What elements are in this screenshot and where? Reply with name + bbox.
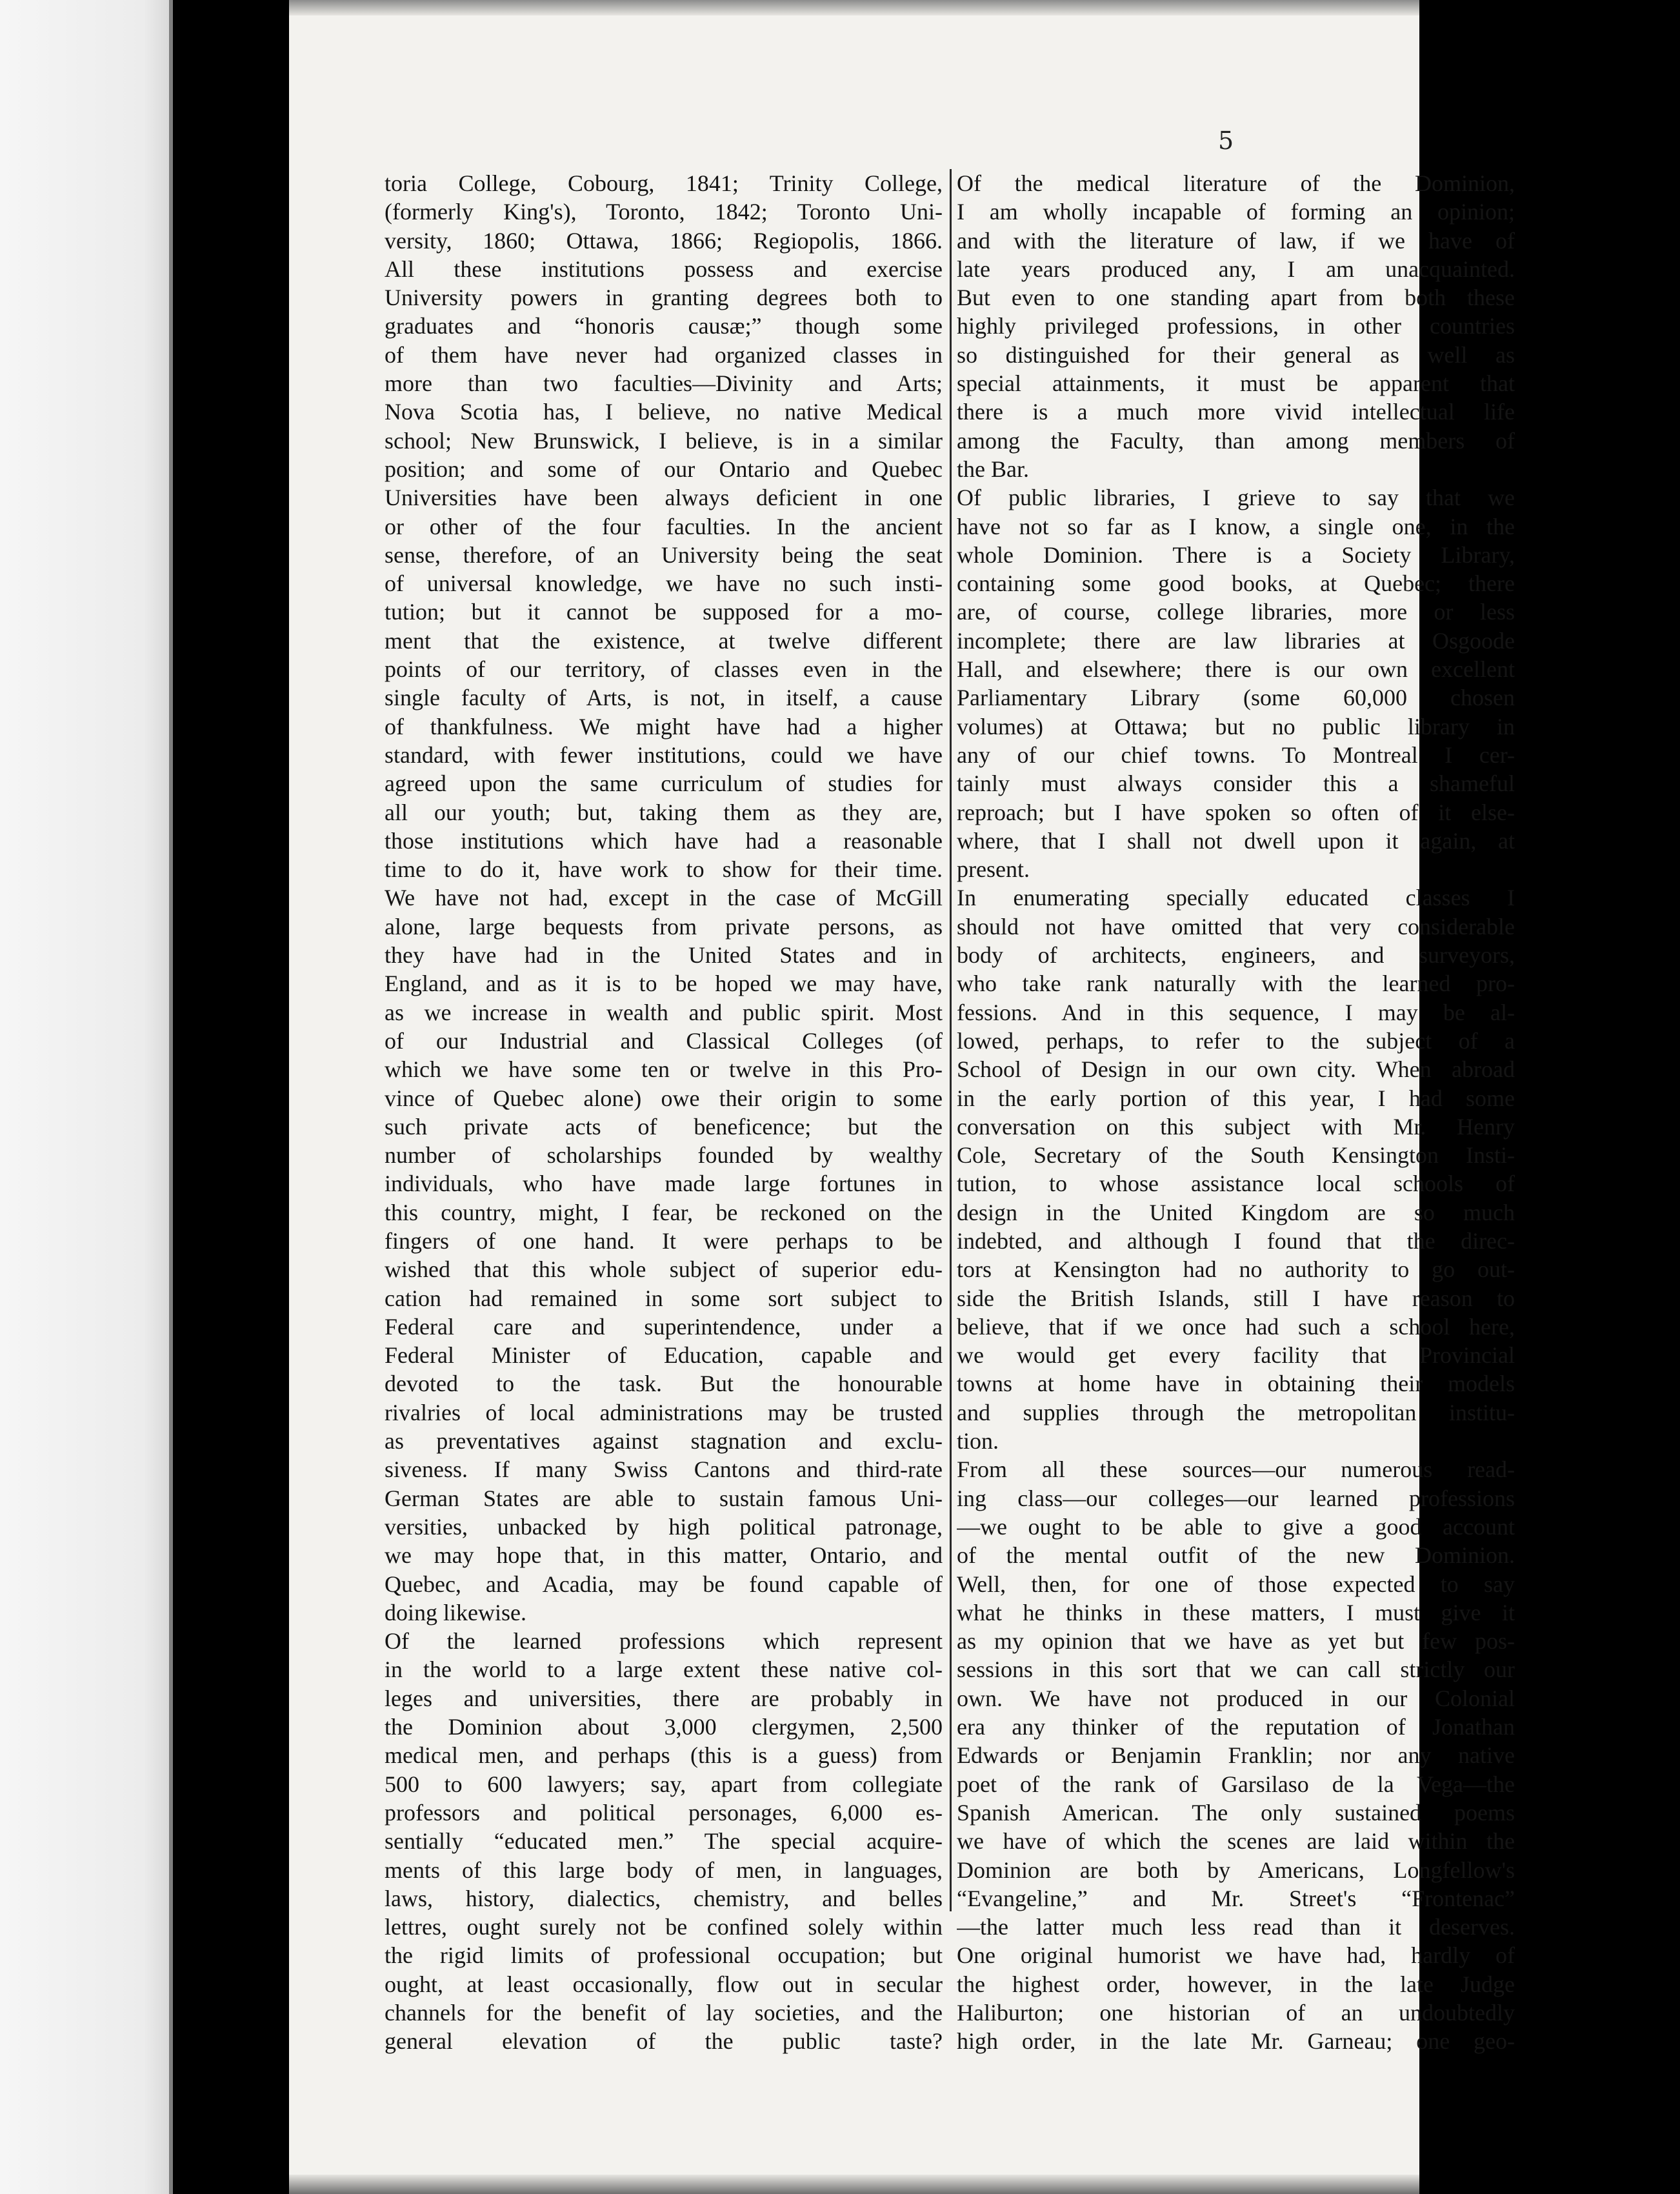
text-line: points of our territory, of classes even in the (385, 656, 943, 683)
text-line: and supplies through the metropolitan institu- (957, 1399, 1515, 1425)
text-line: Spanish American. The only sustained poems (957, 1799, 1515, 1826)
text-line: vince of Quebec alone) owe their origin to some (385, 1085, 943, 1111)
text-line: time to do it, have work to show for their time. (385, 856, 943, 883)
text-line: School of Design in our own city. When abroad (957, 1056, 1515, 1083)
text-line: this country, might, I fear, be reckoned on the (385, 1199, 943, 1225)
text-line: leges and universities, there are probably in (385, 1685, 943, 1711)
text-line: reproach; but I have spoken so often of it else- (957, 799, 1515, 825)
text-line: era any thinker of the reputation of Jonathan (957, 1714, 1515, 1740)
text-line: In enumerating specially educated classes I (957, 885, 1515, 911)
text-line: tion. (957, 1428, 999, 1454)
text-line: in the world to a large extent these native col- (385, 1656, 943, 1683)
text-line: Hall, and elsewhere; there is our own excellent (957, 656, 1515, 683)
text-line: believe, that if we once had such a school here, (957, 1313, 1515, 1340)
text-line: we may hope that, in this matter, Ontario, and (385, 1542, 943, 1569)
text-line: those institutions which have had a reasonable (385, 827, 943, 854)
text-line: high order, in the late Mr. Garneau; one geo- (957, 2028, 1515, 2055)
text-line: of thankfulness. We might have had a higher (385, 713, 943, 740)
text-line: Federal Minister of Education, capable and (385, 1342, 943, 1369)
scanned-page (289, 0, 1515, 2194)
text-line: where, that I shall not dwell upon it again, at (957, 827, 1515, 854)
text-line: doing likewise. (385, 1599, 526, 1625)
text-line: single faculty of Arts, is not, in itself, a cause (385, 685, 943, 711)
text-line: or other of the four faculties. In the ancient (385, 513, 943, 539)
page-number: 5 (1218, 126, 1234, 155)
right-text-column (957, 169, 1515, 2056)
text-line: Of public libraries, I grieve to say that we (957, 485, 1515, 511)
text-line: what he thinks in these matters, I must give it (957, 1599, 1515, 1625)
text-line: professors and political personages, 6,000 es- (385, 1799, 943, 1826)
text-line: tution, to whose assistance local schools of (957, 1171, 1515, 1197)
text-line: tution; but it cannot be supposed for a mo- (385, 599, 943, 625)
text-line: Quebec, and Acadia, may be found capable of (385, 1571, 943, 1597)
text-line: All these institutions possess and exercise (385, 256, 943, 282)
column-divider (950, 169, 952, 1911)
text-line: conversation on this subject with Mr. Henry (957, 1113, 1515, 1140)
text-line: Of the medical literature of the Dominion, (957, 170, 1515, 196)
text-line: there is a much more vivid intellectual life (957, 399, 1515, 425)
text-line: as we increase in wealth and public spirit. Most (385, 999, 943, 1025)
text-line: lettres, ought surely not be confined solely within (385, 1914, 943, 1940)
text-line: poet of the rank of Garsilaso de la Vega—the (957, 1771, 1515, 1797)
text-line: who take rank naturally with the learned pro- (957, 971, 1515, 997)
text-line: lowed, perhaps, to refer to the subject of a (957, 1027, 1515, 1054)
text-line: containing some good books, at Quebec; there (957, 570, 1515, 597)
text-line: But even to one standing apart from both these (957, 285, 1515, 311)
text-line: Parliamentary Library (some 60,000 chosen (957, 685, 1515, 711)
text-line: special attainments, it must be apparent that (957, 370, 1515, 397)
text-line: ing class—our colleges—our learned professions (957, 1485, 1515, 1511)
text-line: —we ought to be able to give a good account (957, 1513, 1515, 1540)
text-line: agreed upon the same curriculum of studies for (385, 770, 943, 797)
text-line: Well, then, for one of those expected to say (957, 1571, 1515, 1597)
text-line: alone, large bequests from private persons, as (385, 913, 943, 940)
text-line: German States are able to sustain famous Uni- (385, 1485, 943, 1511)
text-line: 500 to 600 lawyers; say, apart from collegiate (385, 1771, 943, 1797)
previous-page-edge[interactable] (0, 0, 173, 2194)
text-line: “Evangeline,” and Mr. Street's “Frontenac” (957, 1885, 1515, 1911)
text-line: tors at Kensington had no authority to go out- (957, 1256, 1515, 1283)
text-line: more than two faculties—Divinity and Arts; (385, 370, 943, 397)
text-line: sentially “educated men.” The special acquire- (385, 1828, 943, 1855)
text-line: as preventatives against stagnation and exclu- (385, 1428, 943, 1454)
text-line: which we have some ten or twelve in this Pro- (385, 1056, 943, 1083)
text-line: highly privileged professions, in other countries (957, 313, 1515, 339)
text-line: versity, 1860; Ottawa, 1866; Regiopolis, 1866. (385, 227, 943, 254)
text-line: Haliburton; one historian of an undoubtedly (957, 2000, 1515, 2026)
text-line: Dominion are both by Americans, Longfellow's (957, 1857, 1515, 1883)
text-line: University powers in granting degrees both to (385, 285, 943, 311)
text-line: I am wholly incapable of forming an opinion; (957, 199, 1515, 225)
text-line: sense, therefore, of an University being the seat (385, 541, 943, 568)
text-line: Of the learned professions which represent (385, 1628, 943, 1655)
text-line: ought, at least occasionally, flow out in secular (385, 1971, 943, 1997)
text-line: graduates and “honoris causæ;” though some (385, 313, 943, 339)
text-line: (formerly King's), Toronto, 1842; Toronto Uni- (385, 199, 943, 225)
text-line: fingers of one hand. It were perhaps to be (385, 1227, 943, 1254)
text-line: versities, unbacked by high political patronage, (385, 1513, 943, 1540)
text-line: toria College, Cobourg, 1841; Trinity College, (385, 170, 943, 196)
text-line: —the latter much less read than it deserves. (957, 1914, 1515, 1940)
text-line: number of scholarships founded by wealthy (385, 1142, 943, 1169)
text-line: One original humorist we have had, hardly of (957, 1942, 1515, 1969)
text-line: individuals, who have made large fortunes in (385, 1171, 943, 1197)
text-line: rivalries of local administrations may be trusted (385, 1399, 943, 1425)
text-line: the rigid limits of professional occupation; but (385, 1942, 943, 1969)
text-line: indebted, and although I found that the direc- (957, 1227, 1515, 1254)
text-line: as my opinion that we have as yet but few pos- (957, 1628, 1515, 1655)
text-line: standard, with fewer institutions, could we have (385, 741, 943, 768)
text-line: design in the United Kingdom are so much (957, 1199, 1515, 1225)
text-line: towns at home have in obtaining their models (957, 1371, 1515, 1397)
text-line: laws, history, dialectics, chemistry, and belles (385, 1885, 943, 1911)
text-line: sessions in this sort that we can call strictly our (957, 1656, 1515, 1683)
text-line: the Dominion about 3,000 clergymen, 2,500 (385, 1714, 943, 1740)
text-line: England, and as it is to be hoped we may have, (385, 971, 943, 997)
text-line: side the British Islands, still I have reason to (957, 1285, 1515, 1311)
text-line: volumes) at Ottawa; but no public library in (957, 713, 1515, 740)
text-line: have not so far as I know, a single one, in the (957, 513, 1515, 539)
text-line: present. (957, 856, 1030, 883)
text-line: we would get every facility that Provincial (957, 1342, 1515, 1369)
text-line: Cole, Secretary of the South Kensington Insti- (957, 1142, 1515, 1169)
text-line: channels for the benefit of lay societies, and the (385, 2000, 943, 2026)
text-line: Federal care and superintendence, under a (385, 1313, 943, 1340)
text-line: we have of which the scenes are laid within the (957, 1828, 1515, 1855)
left-text-column (385, 169, 943, 2056)
text-line: of our Industrial and Classical Colleges (of (385, 1027, 943, 1054)
text-line: of universal knowledge, we have no such insti- (385, 570, 943, 597)
text-line: are, of course, college libraries, more or less (957, 599, 1515, 625)
text-line: among the Faculty, than among members of (957, 427, 1515, 454)
text-line: in the early portion of this year, I had some (957, 1085, 1515, 1111)
text-line: Nova Scotia has, I believe, no native Medical (385, 399, 943, 425)
text-line: of the mental outfit of the new Dominion. (957, 1542, 1515, 1569)
text-line: From all these sources—our numerous read- (957, 1456, 1515, 1483)
text-line: whole Dominion. There is a Society Library, (957, 541, 1515, 568)
text-line: should not have omitted that very considerable (957, 913, 1515, 940)
text-line: they have had in the United States and in (385, 942, 943, 969)
text-line: school; New Brunswick, I believe, is in a similar (385, 427, 943, 454)
text-line: Universities have been always deficient in one (385, 485, 943, 511)
text-line: of them have never had organized classes in (385, 341, 943, 368)
text-line: the Bar. (957, 456, 1029, 482)
text-line: ment that the existence, at twelve different (385, 627, 943, 654)
text-line: such private acts of beneficence; but the (385, 1113, 943, 1140)
text-line: We have not had, except in the case of McGill (385, 885, 943, 911)
text-line: any of our chief towns. To Montreal I cer- (957, 741, 1515, 768)
text-line: siveness. If many Swiss Cantons and third-rate (385, 1456, 943, 1483)
text-line: late years produced any, I am unacquainted. (957, 256, 1515, 282)
text-line: wished that this whole subject of superior edu- (385, 1256, 943, 1283)
text-line: fessions. And in this sequence, I may be al- (957, 999, 1515, 1025)
text-line: ments of this large body of men, in languages, (385, 1857, 943, 1883)
text-line: cation had remained in some sort subject to (385, 1285, 943, 1311)
text-line: and with the literature of law, if we have of (957, 227, 1515, 254)
text-line: all our youth; but, taking them as they are, (385, 799, 943, 825)
text-line: medical men, and perhaps (this is a guess) from (385, 1742, 943, 1769)
text-line: incomplete; there are law libraries at Osgoode (957, 627, 1515, 654)
text-line: body of architects, engineers, and surveyors, (957, 942, 1515, 969)
text-line: devoted to the task. But the honourable (385, 1371, 943, 1397)
text-line: general elevation of the public taste? (385, 2028, 943, 2055)
text-line: tainly must always consider this a shameful (957, 770, 1515, 797)
text-line: Edwards or Benjamin Franklin; nor any native (957, 1742, 1515, 1769)
text-line: so distinguished for their general as well as (957, 341, 1515, 368)
text-line: own. We have not produced in our Colonial (957, 1685, 1515, 1711)
text-line: the highest order, however, in the late Judge (957, 1971, 1515, 1997)
text-line: position; and some of our Ontario and Quebec (385, 456, 943, 482)
